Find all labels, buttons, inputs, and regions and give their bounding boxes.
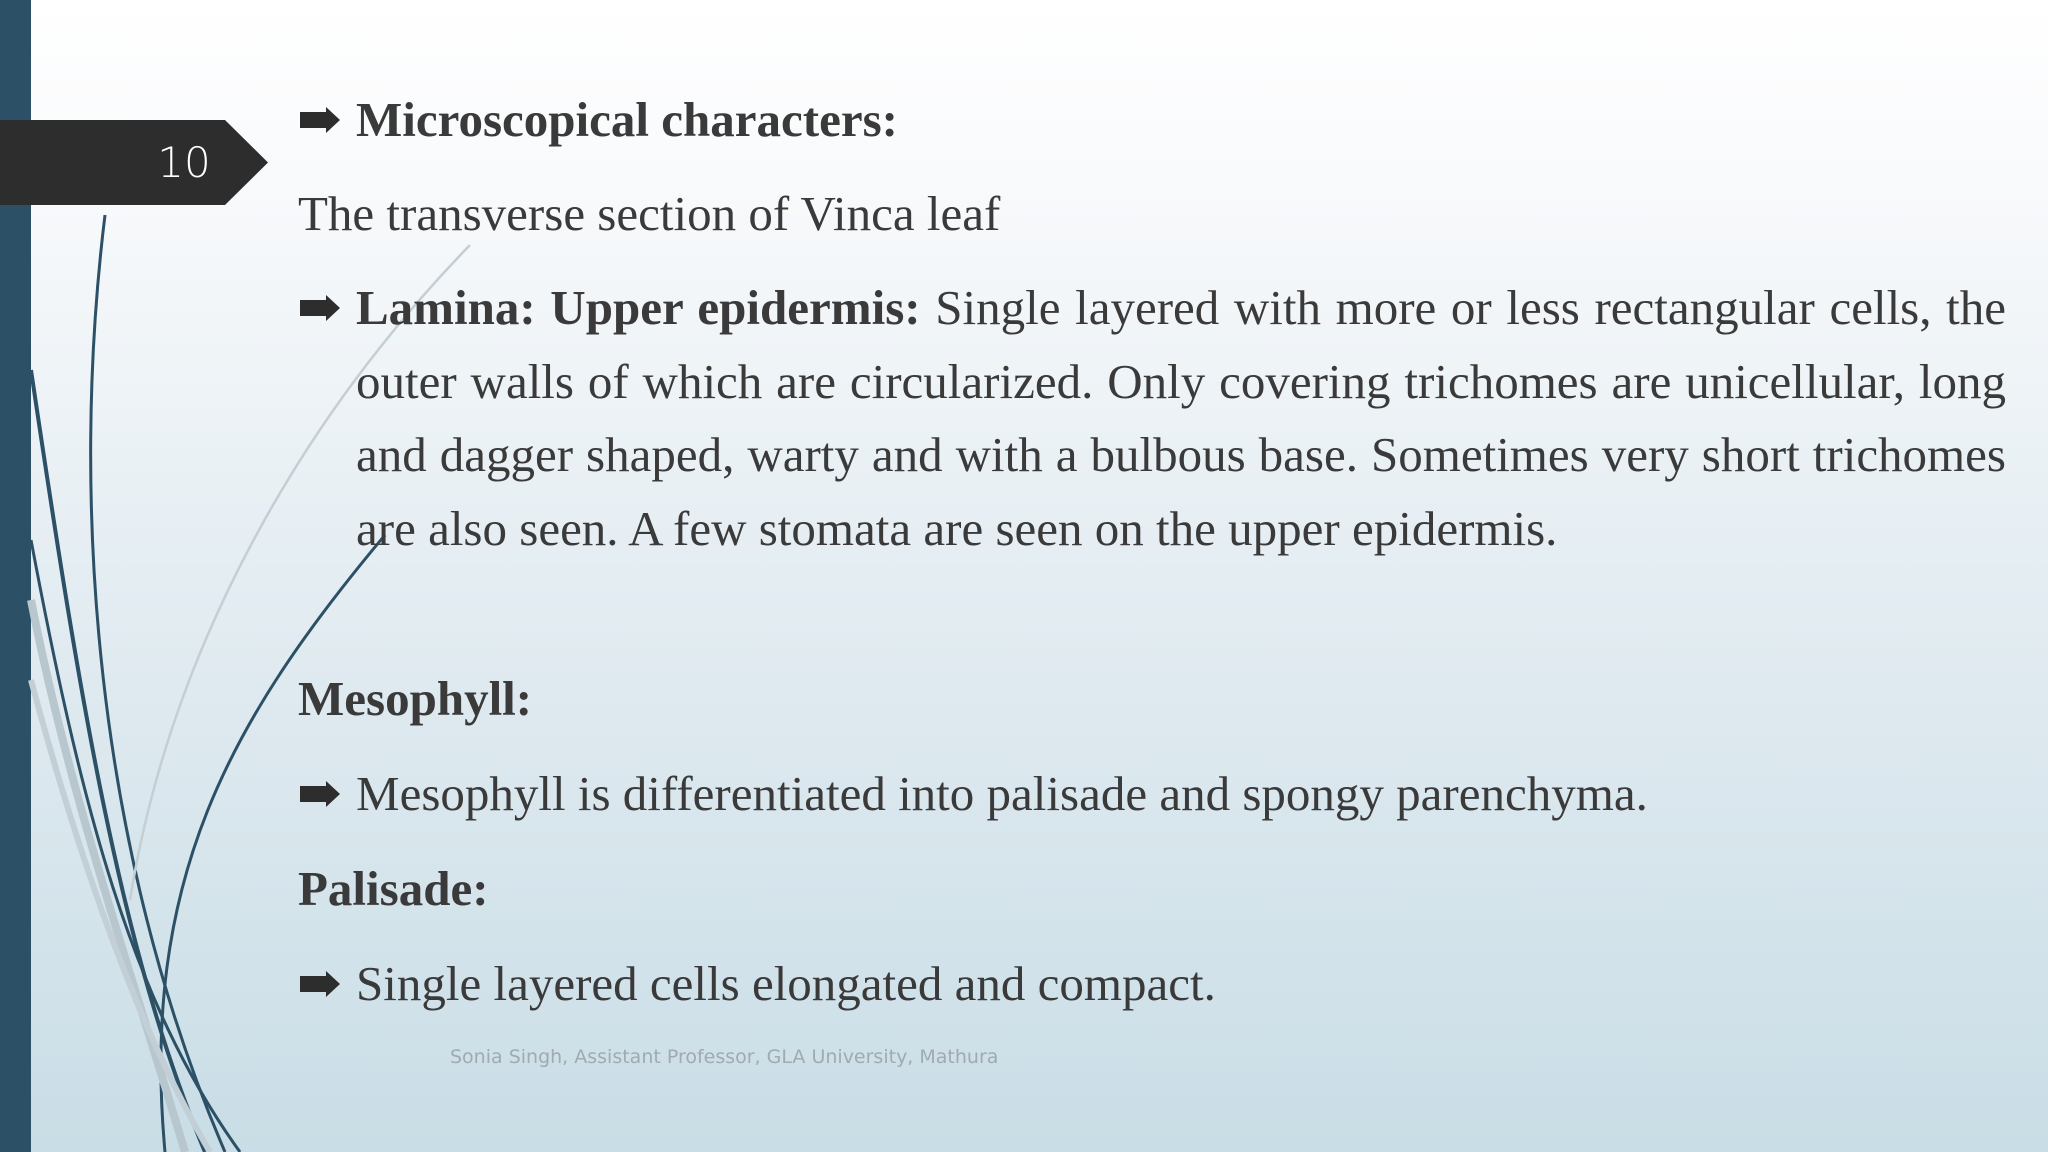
mesophyll-text: Mesophyll is differentiated into palisade and spongy parenchyma. bbox=[356, 766, 1648, 821]
footer-credit: Sonia Singh, Assistant Professor, GLA University, Mathura bbox=[450, 1046, 999, 1068]
lamina-paragraph bbox=[356, 271, 2006, 565]
arrow-bullet-icon bbox=[300, 271, 340, 344]
lamina-text: Single layered with more or less rectangular cells, the outer walls of which are circularized. Only covering trichomes are unicellular, long and dagger shaped, warty and with a bulbous base. Sometimes very short trichomes are also seen. A few stomata are seen on the upper epidermis. bbox=[356, 280, 2006, 556]
palisade-text: Single layered cells elongated and compact. bbox=[356, 956, 1216, 1011]
intro-text: The transverse section of Vinca leaf bbox=[298, 186, 1001, 241]
arrow-bullet-icon bbox=[300, 947, 340, 1020]
page-heading: Microscopical characters: bbox=[356, 92, 898, 147]
arrow-bullet-icon bbox=[300, 757, 340, 830]
arrow-bullet-icon bbox=[300, 83, 340, 156]
palisade-heading: Palisade: bbox=[298, 861, 489, 916]
slide-number: 10 bbox=[157, 138, 211, 187]
slide-number-tab bbox=[0, 120, 270, 205]
lamina-label: Lamina: Upper epidermis: bbox=[356, 280, 921, 335]
mesophyll-heading: Mesophyll: bbox=[298, 671, 533, 726]
